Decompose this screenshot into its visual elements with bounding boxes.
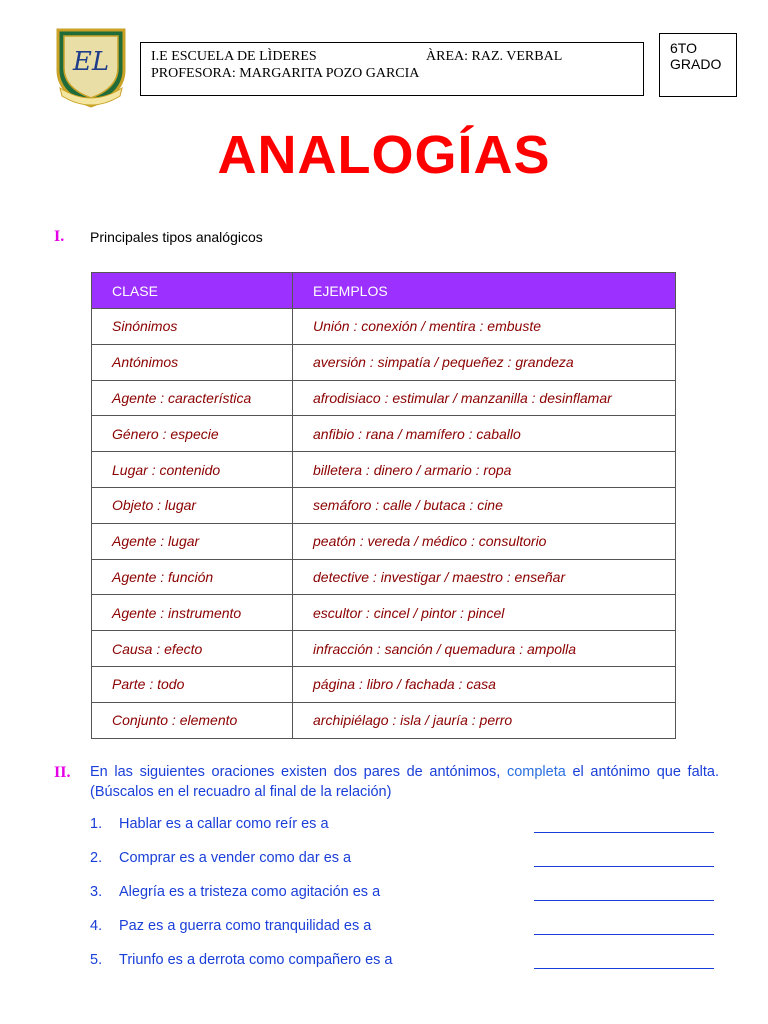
table-cell-example: detective : investigar / maestro : enseñar [293, 559, 676, 595]
list-item [90, 952, 720, 986]
grade-line-2: GRADO [670, 56, 722, 72]
item-number: 2. [90, 850, 103, 866]
answer-blank[interactable] [534, 900, 714, 901]
column-header-clase: CLASE [92, 273, 293, 309]
answer-blank[interactable] [534, 866, 714, 867]
item-number: 4. [90, 918, 103, 934]
table-cell-class: Agente : función [92, 559, 293, 595]
table-cell-example: billetera : dinero / armario : ropa [293, 452, 676, 488]
table-row [92, 595, 676, 631]
table-cell-class: Agente : característica [92, 380, 293, 416]
table-row [92, 702, 676, 738]
list-item [90, 850, 720, 884]
table-row [92, 666, 676, 702]
teacher-name: PROFESORA: MARGARITA POZO GARCIA [151, 66, 420, 81]
table-row [92, 631, 676, 667]
instructions-part-1: En las siguientes oraciones existen dos pares de antónimos, [90, 764, 507, 780]
item-number: 1. [90, 816, 103, 832]
table-cell-class: Género : especie [92, 416, 293, 452]
table-row [92, 523, 676, 559]
school-logo [50, 22, 132, 108]
item-text: Comprar es a vender como dar es a [119, 850, 352, 866]
list-item [90, 918, 720, 952]
table-cell-example: peatón : vereda / médico : consultorio [293, 523, 676, 559]
table-row [92, 452, 676, 488]
item-number: 3. [90, 884, 103, 900]
table-cell-class: Antónimos [92, 344, 293, 380]
subject-area: ÀREA: RAZ. VERBAL [426, 49, 563, 64]
exercise-list [90, 816, 720, 986]
grade-line-1: 6TO [670, 40, 697, 56]
table-row [92, 380, 676, 416]
item-text: Paz es a guerra como tranquilidad es a [119, 918, 372, 934]
page-title: ANALOGÍAS [217, 125, 551, 185]
section-2-number: II. [54, 764, 71, 781]
table-row [92, 487, 676, 523]
answer-blank[interactable] [534, 934, 714, 935]
answer-blank[interactable] [534, 832, 714, 833]
grade-box [659, 33, 737, 97]
table-cell-example: página : libro / fachada : casa [293, 666, 676, 702]
table-cell-class: Sinónimos [92, 309, 293, 345]
table-cell-class: Conjunto : elemento [92, 702, 293, 738]
header-info-box [140, 42, 644, 96]
table-row [92, 559, 676, 595]
table-cell-class: Parte : todo [92, 666, 293, 702]
instructions-highlight: completa [506, 764, 566, 780]
item-text: Alegría es a tristeza como agitación es a [119, 884, 381, 900]
table-cell-class: Agente : lugar [92, 523, 293, 559]
table-cell-example: infracción : sanción / quemadura : ampolla [293, 631, 676, 667]
column-header-ejemplos: EJEMPLOS [293, 273, 676, 309]
table-cell-class: Lugar : contenido [92, 452, 293, 488]
analogy-types-table [91, 272, 676, 739]
table-row [92, 309, 676, 345]
section-1-number: I. [54, 228, 65, 245]
table-cell-example: aversión : simpatía / pequeñez : grandeza [293, 344, 676, 380]
table-cell-example: escultor : cincel / pintor : pincel [293, 595, 676, 631]
school-name: I.E ESCUELA DE LÌDERES [151, 49, 317, 64]
table-cell-class: Objeto : lugar [92, 487, 293, 523]
table-row [92, 344, 676, 380]
item-number: 5. [90, 952, 103, 968]
table-cell-example: Unión : conexión / mentira : embuste [293, 309, 676, 345]
table-cell-example: archipiélago : isla / jauría : perro [293, 702, 676, 738]
table-row [92, 416, 676, 452]
answer-blank[interactable] [534, 968, 714, 969]
table-cell-example: anfibio : rana / mamífero : caballo [293, 416, 676, 452]
item-text: Hablar es a callar como reír es a [119, 816, 329, 832]
table-cell-example: semáforo : calle / butaca : cine [293, 487, 676, 523]
svg-text:EL: EL [72, 47, 110, 77]
instructions-part-2: el antónimo que falta. (Búscalos en el recuadro al final de la relación) [90, 764, 719, 800]
list-item [90, 816, 720, 850]
table-cell-class: Agente : instrumento [92, 595, 293, 631]
section-1-heading: Principales tipos analógicos [90, 229, 263, 245]
table-header-row [92, 273, 676, 309]
section-2-instructions [90, 762, 719, 802]
list-item [90, 884, 720, 918]
table-cell-class: Causa : efecto [92, 631, 293, 667]
item-text: Triunfo es a derrota como compañero es a [119, 952, 393, 968]
table-cell-example: afrodisiaco : estimular / manzanilla : desinflamar [293, 380, 676, 416]
